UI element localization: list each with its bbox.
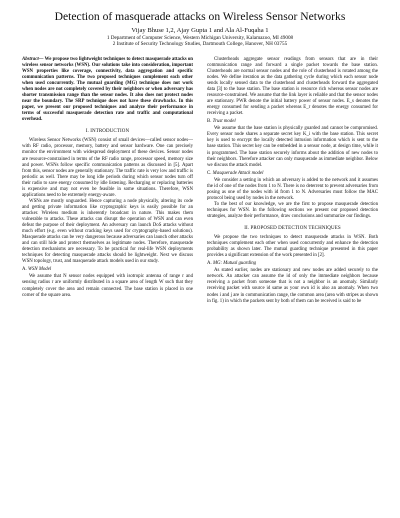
- clusterhead-paragraph: Clusterheads aggregate sensor readings from sensors that are in their communication range and forward a single packet towards the base station. Clusterheads are normal sensor nodes and the role of clusterhead is rotated among the nodes. We define iteration as the data gathering cycle during which each sensor node sends locally sensed data to the clusterhead and clusterheads forward the aggregated data [3] to the base station. The base station is resource rich whereas sensor nodes are resource-constrained. We assume that the link layer is reliable and that the sensor nodes are stationary. PWR denote the initial battery power of sensor nodes. E_s denotes the energy consumed for sending a packet whereas E_r denotes the energy consumed for receiving a packet.: [207, 56, 378, 117]
- abstract-body: We propose two lightweight techniques to detect masquerade attacks on wireless sensor networks (WSN). Our solutions take into consideration, important WSN properties like coverage, connectivity, data aggregation and specific communication patterns. The two proposed techniques complement each other when used concurrently. The mutual guarding (MG) technique does not work when nodes are not completely covered by their neighbors or when adversary has shorter transmission range than the sensor nodes. It also does not protect nodes near the boundary. The SRP technique does not have these drawbacks. In this paper, we present our proposed techniques and analyze their performance in terms of successful masquerade detection rate and traffic and computational overhead.: [22, 56, 193, 123]
- subsection-title: WSN Model: [27, 267, 52, 273]
- subsection-heading-wsn-model: [22, 267, 193, 273]
- attack-model-paragraph: We consider a setting in which an adversary is added to the network and it assumes the id of one of the nodes from 1 to N. There is no deterrent to prevent adversaries from posing as one of the nodes with id from 1 to N. Adversaries must follow the MAC protocol being used by nodes in the network.: [207, 177, 378, 201]
- subsection-title: Trust model: [212, 119, 236, 125]
- affiliation-2: 2 Institute of Security Technology Studies, Dartmouth College, Hanover, NH 03755: [112, 41, 288, 48]
- detection-techniques-paragraph: We propose the two techniques to detect masquerade attacks in WSN. Both techniques complement each other when used concurrently and enhance the detection probability as shown later. The mutual guarding technique presented in this paper provides a significant extension of the work presented in [2].: [207, 235, 378, 259]
- best-knowledge-paragraph: To the best of our knowledge, we are the first to propose masquerade detection techniques for WSN. In the following sections we present our proposed detection strategies, analyze their performance, draw conclusions and summarize our findings.: [207, 201, 378, 219]
- abstract-lead: Abstract—: [22, 56, 44, 62]
- subsection-heading-mutual-guarding: [207, 261, 378, 267]
- abstract: [22, 57, 193, 124]
- subsection-index: A.: [22, 267, 27, 273]
- paper-title: Detection of masquerade attacks on Wireless Sensor Networks: [54, 10, 346, 23]
- left-column: [22, 57, 193, 305]
- trust-model-paragraph: We assume that the base station is physically guarded and cannot be compromised. Every sensor node shares a separate secret key K_i with the base station. This secret key is used to encrypt the locally detected intrusion information which is sent to the base station. This secret key can be embedded in a sensor node, at design time, while it is programmed. The base station securely informs about the addition of new nodes to their neighbors. Therefore attacker can only masquerade as immediate neighbor. Below we discuss the attack model.: [207, 126, 378, 168]
- affiliation-1: 1 Department of Computer Science, Western Michigan University, Kalamazoo, MI 49008: [106, 35, 294, 41]
- right-column: [207, 57, 378, 305]
- subsection-index: C.: [207, 170, 212, 176]
- intro-paragraph-1: Wireless Sensor Networks (WSN) consist of small devices—called sensor nodes—with RF radio, processor, memory, battery and sensor hardware. One can precisely monitor the environment with widespread deployment of these devices. Sensor nodes are resource-constrained in terms of the RF radio range, processor speed, memory size and power. WSNs follow specific communication patterns as discussed in [5]. Apart from this, sensor nodes are generally stationary. The traffic rate is very low and traffic is periodic as well. There may be long idle periods during which sensor nodes turn off their radio to save energy consumed by idle listening. Recharging or replacing batteries is expensive and may not even be feasible in some situations. Therefore, WSN applications need to be extremely energy-aware.: [22, 138, 193, 198]
- two-column-body: [22, 57, 378, 305]
- subsection-index: B.: [207, 119, 212, 125]
- section-heading-introduction: I. INTRODUCTION: [85, 129, 130, 135]
- intro-paragraph-2: WSNs are mostly unguarded. Hence capturing a node physically, altering its code and getting private information like cryptographic keys is easily possible for an attacker. Wireless medium is inherently broadcast in nature. This makes them vulnerable to attacks. These attacks can disrupt the operation of WSN and can even defeat the purpose of their deployment. An adversary can launch DoS attacks without much effort (e.g. even without cracking keys used for cryptography-based solutions). Masquerade attacks can be very dangerous because adversaries can launch other attacks and can still hide and protect themselves as legitimate nodes. Therefore, masquerade detection mechanisms are necessary. To be practical for real-life WSN deployments techniques for detecting masquerade attacks should be lightweight. Next we discuss WSN topology, trust, and masquerade attack models used in our study.: [22, 198, 193, 265]
- section-heading-detection-techniques: II. PROPOSED DETECTION TECHNIQUES: [244, 226, 341, 232]
- subsection-title: Masquerade Attack model: [212, 170, 264, 176]
- wsn-model-paragraph: We assume that N sensor nodes equipped with isotropic antenna of range r and sensing radius r are uniformly distributed in a square area of length W such that they completely cover the area and remain connected. The base station is placed in one corner of the square area.: [22, 274, 193, 298]
- subsection-heading-attack-model: [207, 171, 378, 177]
- subsection-title: MG: Mutual guarding: [212, 261, 257, 267]
- subsection-index: A.: [207, 261, 212, 267]
- subsection-heading-trust-model: [207, 119, 378, 125]
- paper-authors: Vijay Bhuse 1,2, Ajay Gupta 1 and Ala Al-Fuqaha 1: [131, 27, 269, 34]
- mutual-guarding-paragraph: As stated earlier, nodes are stationary and new nodes are added securely to the network. An attacker can assume the id of only the immediate neighbors because receiving a packet from someone that is not a neighbor is an anomaly. Similarly receiving packet with source id same as your own id is also an anomaly. When two nodes i and j are in communication range, the common area (area with stripes as shown in fig. 1) in which the packets sent by both of them can be received is said to be: [207, 268, 378, 304]
